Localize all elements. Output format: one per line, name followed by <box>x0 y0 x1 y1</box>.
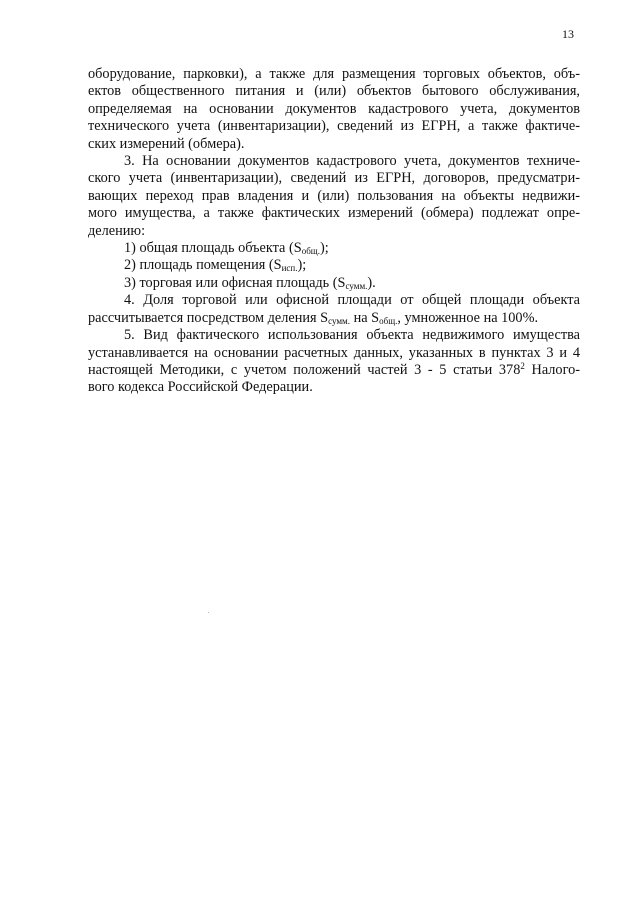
paragraph-5 <box>88 327 580 397</box>
text-line: 4. Доля торговой или офисной площади от общей площади объекта <box>124 292 580 309</box>
text-line: технического учета (инвентаризации), сведений из ЕГРН, а также фактиче- <box>88 118 580 135</box>
text-line: делению: <box>88 222 146 239</box>
superscript: 2 <box>520 360 525 371</box>
subscript: общ. <box>379 315 398 326</box>
text-line: вого кодекса Российской Федерации. <box>88 379 313 396</box>
subscript: сумм. <box>345 280 368 291</box>
list-item <box>88 240 580 257</box>
list-item-end: ); <box>297 257 307 274</box>
text-line: ектов общественного питания и (или) объектов бытового обслуживания, <box>88 83 580 100</box>
paragraph-4 <box>88 292 580 327</box>
text-line: ских измерений (обмера). <box>88 135 245 152</box>
text-line: мого имущества, а также фактических измерений (обмера) подлежат опре- <box>88 205 580 222</box>
list-item-text: 2) площадь помещения (S <box>124 257 282 274</box>
text-line: вающих переход прав владения и (или) пользования на объекты недвижи- <box>88 187 580 204</box>
list-item-end: ). <box>367 274 376 291</box>
list-item-text: 1) общая площадь объекта (S <box>124 240 302 257</box>
text-line: ского учета (инвентаризации), сведений из ЕГРН, договоров, предусматри- <box>88 170 580 187</box>
scan-speck <box>208 612 209 613</box>
list-item <box>88 275 580 292</box>
text-line: 5. Вид фактического использования объекта недвижимого имущества <box>124 327 580 344</box>
list-item-end: ); <box>319 240 329 257</box>
list-item <box>88 257 580 274</box>
text-fragment: , умноженное на 100%. <box>397 309 539 326</box>
page-number: 13 <box>562 27 574 41</box>
text-fragment: на S <box>350 309 380 326</box>
text-line: определяемая на основании документов кадастрового учета, документов <box>88 100 580 117</box>
subscript: исп. <box>281 263 298 274</box>
text-line: оборудование, парковки), а также для размещения торговых объектов, объ- <box>88 66 580 82</box>
paragraph-3 <box>88 153 580 240</box>
text-fragment: Налого- <box>524 361 580 378</box>
subscript: общ. <box>301 246 320 257</box>
text-line: устанавливается на основании расчетных данных, указанных в пунктах 3 и 4 <box>88 344 580 361</box>
text-fragment: рассчитывается посредством деления S <box>88 309 329 326</box>
list-item-text: 3) торговая или офисная площадь (S <box>124 274 346 291</box>
subscript: сумм. <box>328 315 351 326</box>
document-body <box>88 66 580 397</box>
text-line: 3. На основании документов кадастрового учета, документов техниче- <box>124 153 580 170</box>
paragraph-continuation <box>88 66 580 153</box>
text-fragment: настоящей Методики, с учетом положений частей 3 - 5 статьи 378 <box>88 361 521 378</box>
